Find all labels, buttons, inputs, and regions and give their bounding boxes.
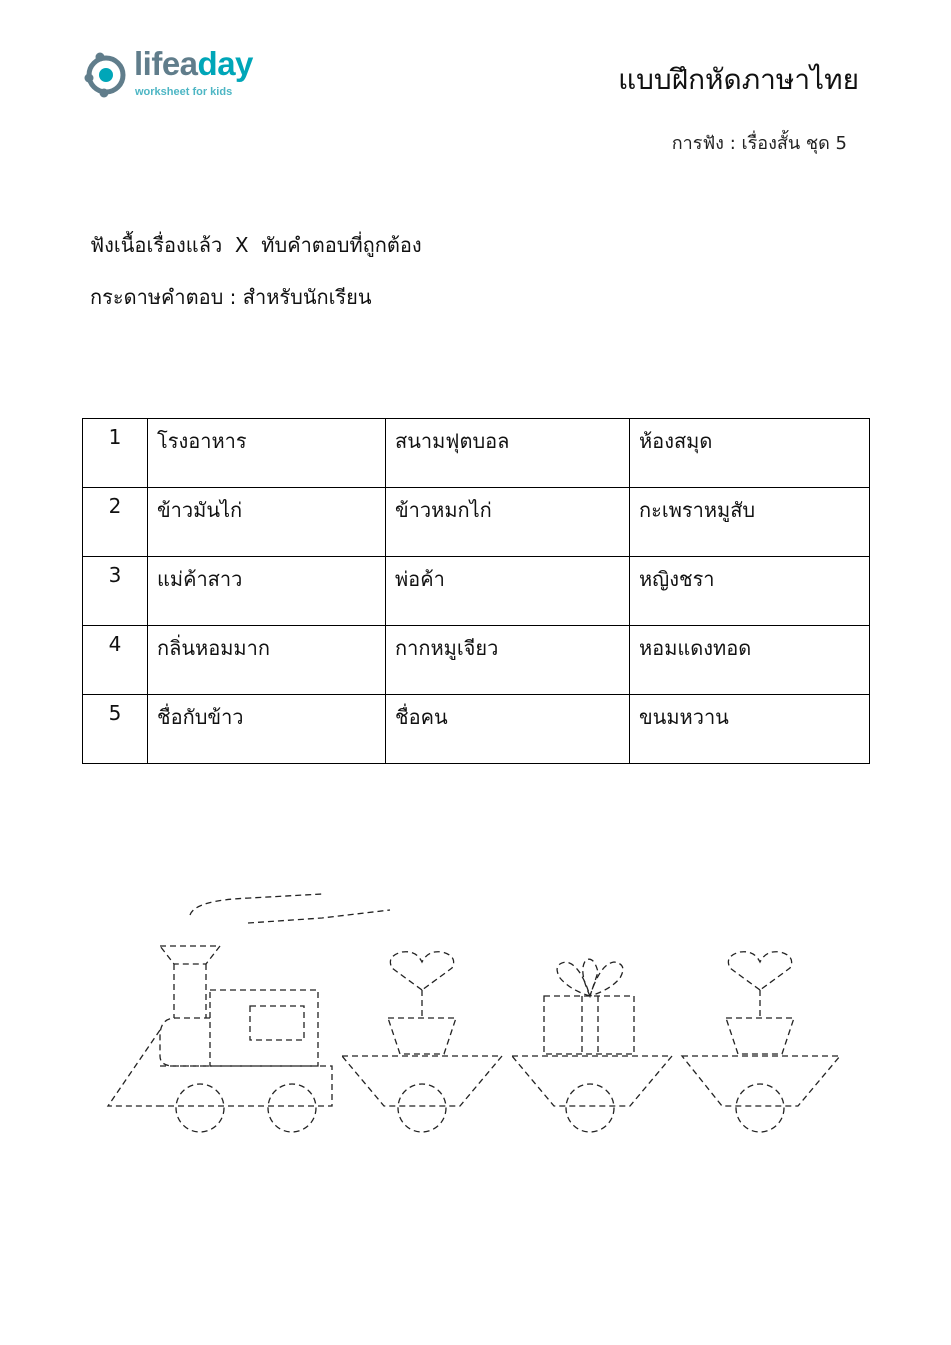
- locomotive-cab: [210, 990, 318, 1066]
- smoke-line: [190, 894, 322, 915]
- table-row: [83, 488, 870, 557]
- question-number: 4: [83, 626, 148, 695]
- wheel: [736, 1084, 784, 1132]
- answer-choice[interactable]: กะเพราหมูสับ: [630, 488, 870, 557]
- question-number: 1: [83, 419, 148, 488]
- table-row: [83, 695, 870, 764]
- heart-shape: [390, 952, 453, 990]
- gift-bow: [557, 962, 623, 996]
- answer-sheet-label: กระดาษคำตอบ : สำหรับนักเรียน: [90, 285, 372, 309]
- wagon: [342, 1056, 502, 1106]
- brand-tagline: worksheet for kids: [135, 86, 233, 98]
- answer-choice[interactable]: ห้องสมุด: [630, 419, 870, 488]
- question-number: 3: [83, 557, 148, 626]
- locomotive-base: [160, 1066, 332, 1106]
- question-number: 5: [83, 695, 148, 764]
- gift-box: [544, 996, 634, 1054]
- flower-pot: [388, 1018, 456, 1054]
- cab-window: [250, 1006, 304, 1040]
- smoke-line: [248, 910, 390, 923]
- wagon: [512, 1056, 672, 1106]
- table-row: [83, 557, 870, 626]
- cowcatcher: [108, 1030, 160, 1106]
- answer-choice[interactable]: ขนมหวาน: [630, 695, 870, 764]
- answer-choice[interactable]: หอมแดงทอด: [630, 626, 870, 695]
- table-row: [83, 419, 870, 488]
- wheel: [566, 1084, 614, 1132]
- answer-choice[interactable]: สนามฟุตบอล: [386, 419, 630, 488]
- wheel: [398, 1084, 446, 1132]
- chimney-top: [160, 946, 220, 964]
- flower-pot: [726, 1018, 794, 1054]
- gift-bow: [583, 959, 598, 996]
- answer-choice[interactable]: โรงอาหาร: [148, 419, 386, 488]
- chimney: [174, 964, 206, 1018]
- dashed-train-tracing-icon: [100, 880, 850, 1145]
- wheel: [268, 1084, 316, 1132]
- answer-choice[interactable]: หญิงชรา: [630, 557, 870, 626]
- brand-logo: [82, 45, 282, 106]
- answer-choice[interactable]: ชื่อกับข้าว: [148, 695, 386, 764]
- brand-name: lifeaday: [134, 45, 253, 82]
- answer-choice[interactable]: ข้าวหมกไก่: [386, 488, 630, 557]
- wheel: [176, 1084, 224, 1132]
- worksheet-title: แบบฝึกหัดภาษาไทย: [618, 63, 859, 96]
- answer-choice[interactable]: พ่อค้า: [386, 557, 630, 626]
- answer-choice[interactable]: กากหมูเจียว: [386, 626, 630, 695]
- question-number: 2: [83, 488, 148, 557]
- locomotive-boiler: [160, 1018, 210, 1066]
- table-row: [83, 626, 870, 695]
- answer-choice[interactable]: กลิ่นหอมมาก: [148, 626, 386, 695]
- wagon: [682, 1056, 840, 1106]
- worksheet-subtitle: การฟัง : เรื่องสั้น ชุด 5: [671, 133, 847, 154]
- answer-choice[interactable]: ชื่อคน: [386, 695, 630, 764]
- gift-ribbon: [582, 996, 598, 1054]
- heart-shape: [728, 952, 791, 990]
- answer-table: [82, 418, 870, 764]
- logo-molecule-icon: [82, 50, 138, 106]
- answer-choice[interactable]: ข้าวมันไก่: [148, 488, 386, 557]
- answer-choice[interactable]: แม่ค้าสาว: [148, 557, 386, 626]
- instruction-text: ฟังเนื้อเรื่องแล้ว X ทับคำตอบที่ถูกต้อง: [90, 233, 422, 257]
